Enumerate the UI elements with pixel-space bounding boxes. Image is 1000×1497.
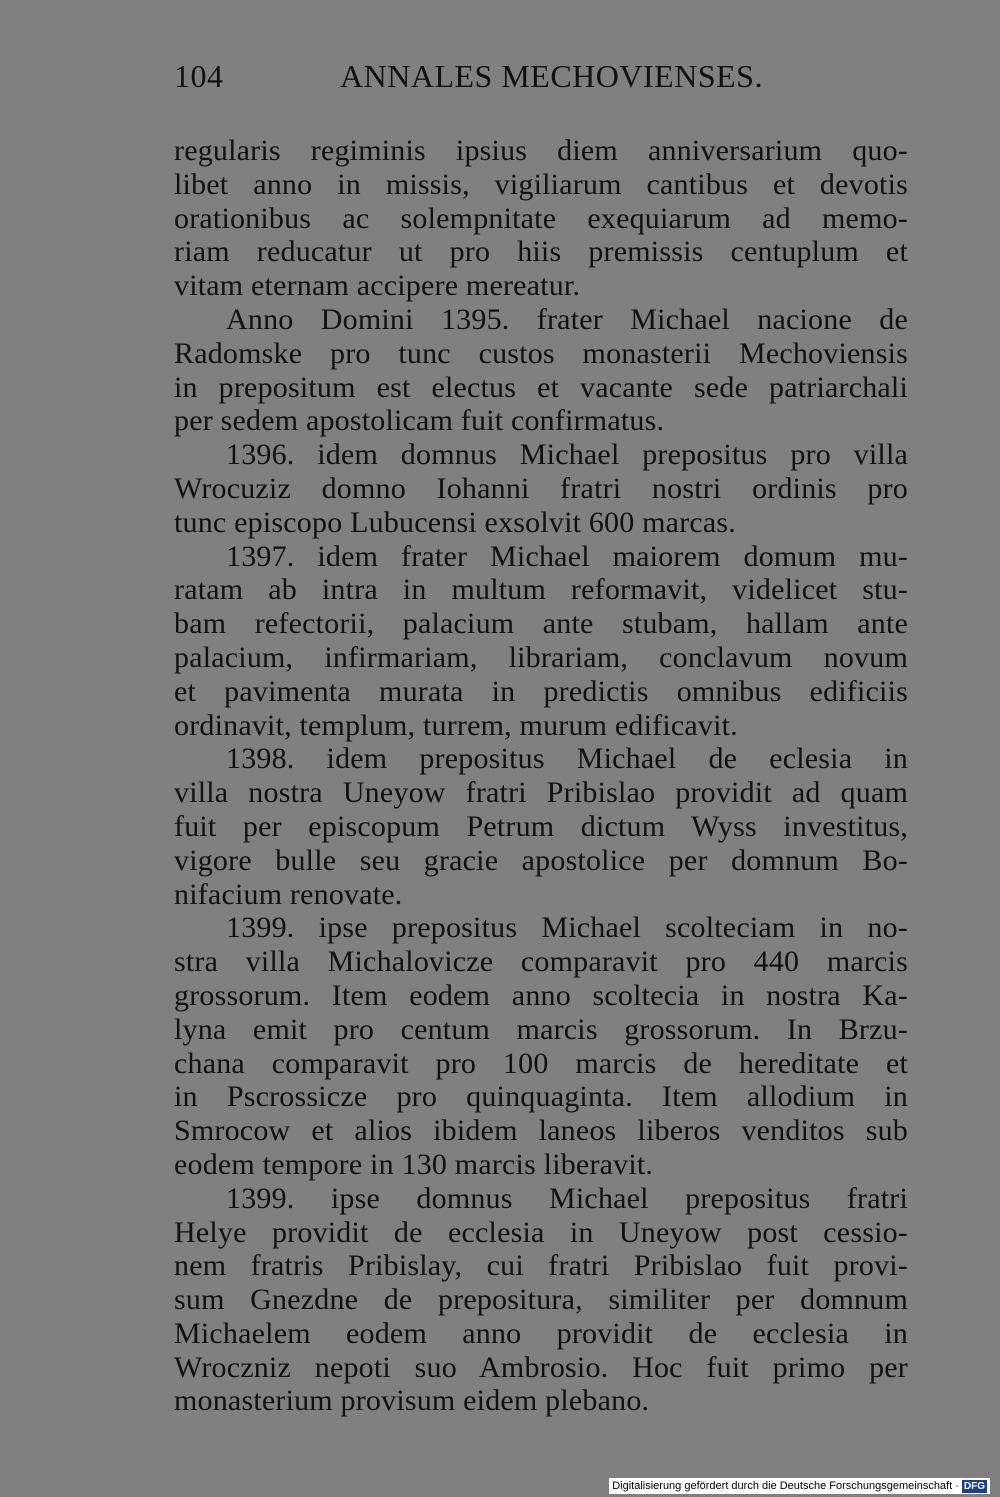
text-line: Michaelem eodem anno providit de ecclesia in — [174, 1316, 908, 1350]
text-line: orationibus ac solempnitate exequiarum ad memo- — [174, 201, 908, 235]
digitization-credit — [609, 1478, 990, 1494]
text-line: 1399. ipse domnus Michael prepositus fratri — [226, 1181, 908, 1215]
page-number: 104 — [174, 58, 224, 94]
text-line: 1398. idem prepositus Michael de eclesia in — [226, 742, 908, 776]
text-line: chana comparavit pro 100 marcis de hereditate et — [174, 1046, 908, 1080]
text-line: 1399. ipse prepositus Michael scolteciam in no- — [226, 911, 908, 945]
credit-text: Digitalisierung gefördert durch die Deutsche Forschungsgemeinschaft · — [612, 1480, 959, 1492]
page-header — [174, 58, 906, 108]
text-line: Smrocow et alios ibidem laneos liberos venditos sub — [174, 1114, 908, 1148]
text-line: stra villa Michalovicze comparavit pro 440 marcis — [174, 945, 908, 979]
text-line: nifacium renovate. — [174, 877, 403, 911]
text-line: regularis regiminis ipsius diem anniversarium quo- — [174, 134, 908, 167]
running-title: ANNALES MECHOVIENSES. — [340, 58, 763, 94]
text-line: riam reducatur ut pro hiis premissis centuplum et — [174, 235, 908, 269]
text-line: bam refectorii, palacium ante stubam, hallam ante — [174, 607, 908, 641]
text-line: Wrocuziz domno Iohanni fratri nostri ordinis pro — [174, 471, 908, 505]
text-line: eodem tempore in 130 marcis liberavit. — [174, 1147, 654, 1181]
text-line: per sedem apostolicam fuit confirmatus. — [174, 404, 665, 438]
text-line: et pavimenta murata in predictis omnibus edificiis — [174, 674, 908, 708]
text-line: Helye providit de ecclesia in Uneyow post cessio- — [174, 1215, 908, 1249]
text-line: ratam ab intra in multum reformavit, videlicet stu- — [174, 573, 908, 607]
text-line: in Pscrossicze pro quinquaginta. Item allodium in — [174, 1080, 908, 1114]
text-line: tunc episcopo Lubucensi exsolvit 600 marcas. — [174, 505, 736, 539]
text-line: Radomske pro tunc custos monasterii Mechoviensis — [174, 336, 908, 370]
text-line: Wroczniz nepoti suo Ambrosio. Hoc fuit primo per — [174, 1350, 908, 1384]
text-line: 1396. idem domnus Michael prepositus pro villa — [226, 438, 908, 472]
text-line: libet anno in missis, vigiliarum cantibus et devotis — [174, 167, 908, 201]
text-line: Anno Domini 1395. frater Michael nacione de — [226, 302, 908, 336]
text-line: nem fratris Pribislay, cui fratri Pribislao fuit provi- — [174, 1249, 908, 1283]
text-line: lyna emit pro centum marcis grossorum. In Brzu- — [174, 1012, 908, 1046]
text-line: monasterium provisum eidem plebano. — [174, 1384, 650, 1418]
text-line: sum Gnezdne de prepositura, similiter per domnum — [174, 1283, 908, 1317]
text-line: 1397. idem frater Michael maiorem domum mu- — [226, 539, 908, 573]
text-line: in prepositum est electus et vacante sede patriarchali — [174, 370, 908, 404]
dfg-logo: DFG — [963, 1481, 985, 1492]
text-line: ordinavit, templum, turrem, murum edificavit. — [174, 708, 738, 742]
text-line: grossorum. Item eodem anno scoltecia in nostra Ka- — [174, 978, 908, 1012]
text-line: vigore bulle seu gracie apostolice per domnum Bo- — [174, 843, 908, 877]
text-line: vitam eternam accipere mereatur. — [174, 269, 581, 303]
text-line: villa nostra Uneyow fratri Pribislao providit ad quam — [174, 776, 908, 810]
text-line: fuit per episcopum Petrum dictum Wyss investitus, — [174, 809, 908, 843]
text-line: palacium, infirmariam, librariam, conclavum novum — [174, 640, 908, 674]
body-text — [174, 134, 908, 1418]
